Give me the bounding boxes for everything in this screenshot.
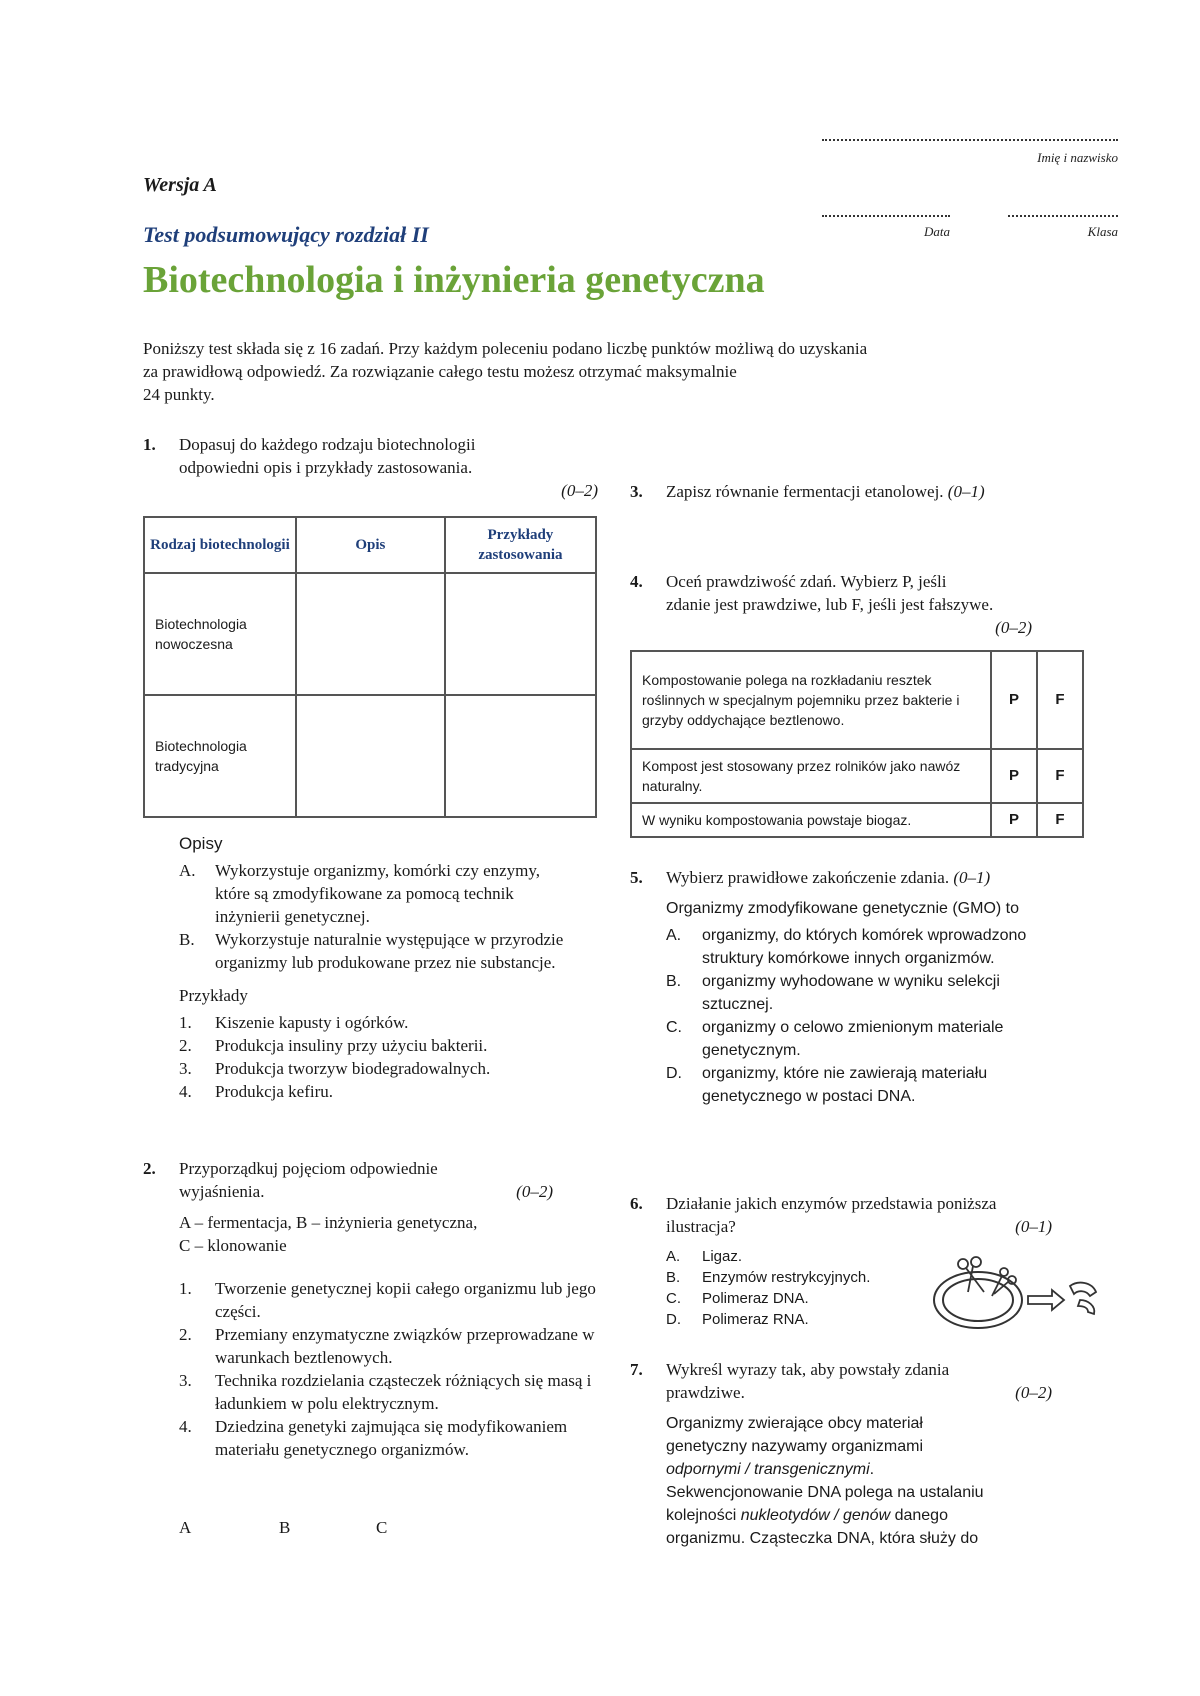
item-label: 3. — [179, 1371, 192, 1390]
class-label: Klasa — [1087, 224, 1118, 239]
statement: Kompostowanie polega na rozkładaniu resztek roślinnych w specjalnym pojemniku przez bakterie i grzyby oddychające beztlenowo. — [631, 651, 991, 749]
item-label: B. — [179, 930, 195, 949]
true-option[interactable]: P — [991, 749, 1037, 803]
item-label: 1. — [179, 1013, 192, 1032]
list-item — [179, 1323, 599, 1369]
col-header-type: Rodzaj biotechnologii — [144, 517, 296, 573]
option-label: A. — [666, 927, 682, 944]
sentence-text: . — [869, 1461, 875, 1478]
test-subtitle: Test podsumowujący rozdział II — [143, 222, 429, 247]
option-label: C. — [666, 1290, 681, 1307]
true-option[interactable]: P — [991, 651, 1037, 749]
item-text: Produkcja tworzyw biodegradowalnych. — [215, 1059, 491, 1078]
item-text: Produkcja kefiru. — [215, 1082, 334, 1101]
item-label: 2. — [179, 1325, 192, 1344]
item-text: Wykorzystuje naturalnie występujące w przyrodzie organizmy lub produkowane przez nie substancje. — [215, 930, 564, 972]
question-text: Dopasuj do każdego rodzaju biotechnologii — [179, 435, 476, 454]
question-text: Zapisz równanie fermentacji etanolowej. — [666, 482, 944, 501]
question-number: 5. — [630, 868, 643, 887]
option-text: Enzymów restrykcyjnych. — [702, 1269, 871, 1286]
question-number: 2. — [143, 1159, 156, 1178]
question-number: 6. — [630, 1194, 643, 1213]
date-line[interactable] — [822, 215, 950, 217]
col-header-description: Opis — [296, 517, 445, 573]
item-text: Produkcja insuliny przy użyciu bakterii. — [215, 1036, 488, 1055]
question-number: 3. — [630, 482, 643, 501]
sentence-text: genetyczny nazywamy organizmami — [666, 1438, 923, 1455]
col-header-examples: Przykłady zastosowania — [445, 517, 596, 573]
answer-cell[interactable] — [296, 573, 445, 695]
item-text: Technika rozdzielania cząsteczek różniących się masą i ładunkiem w polu elektrycznym. — [215, 1371, 592, 1413]
list-item — [179, 1057, 579, 1080]
item-label: 4. — [179, 1082, 192, 1101]
q1-descriptions — [179, 832, 579, 1103]
sentence-text: organizmu. Cząsteczka DNA, która służy do — [666, 1530, 979, 1547]
choice-words[interactable]: odpornymi / transgenicznymi — [666, 1461, 870, 1478]
q1-table — [143, 516, 597, 818]
points: (0–2) — [1015, 1383, 1052, 1402]
false-option[interactable]: F — [1037, 803, 1083, 837]
question-stem: Organizmy zmodyfikowane genetycznie (GMO) to — [666, 900, 1020, 917]
item-label: A. — [179, 861, 196, 880]
intro-line: Poniższy test składa się z 16 zadań. Przy każdym poleceniu podano liczbę punktów możliwą do uzyskania — [143, 339, 868, 358]
option-text: organizmy, do których komórek wprowadzono struktury komórkowe innych organizmów. — [702, 927, 1027, 967]
list-item — [179, 1080, 579, 1103]
item-text: Dziedzina genetyki zajmująca się modyfikowaniem materiału genetycznego organizmów. — [215, 1417, 568, 1459]
question-text: Przyporządkuj pojęciom odpowiednie — [179, 1159, 438, 1178]
question-3 — [630, 480, 1090, 503]
name-label: Imię i nazwisko — [1037, 150, 1118, 165]
sentence-text: Organizmy zwierające obcy materiał — [666, 1415, 923, 1432]
question-text: Wybierz prawidłowe zakończenie zdania. — [666, 868, 950, 887]
statement: W wyniku kompostowania powstaje biogaz. — [631, 803, 991, 837]
question-7 — [630, 1358, 1060, 1550]
scissors-icon — [958, 1257, 1016, 1296]
false-option[interactable]: F — [1037, 749, 1083, 803]
points: (0–2) — [516, 1182, 553, 1201]
question-number: 7. — [630, 1360, 643, 1379]
option-text: Ligaz. — [702, 1248, 743, 1265]
concepts-text: A – fermentacja, B – inżynieria genetyczna, — [179, 1213, 478, 1232]
answer-cell[interactable] — [445, 573, 596, 695]
question-2 — [143, 1157, 553, 1257]
answer-label-a[interactable]: A — [179, 1518, 192, 1537]
question-text: Wykreśl wyrazy tak, aby powstały zdania — [666, 1360, 950, 1379]
question-text: ilustracja? — [666, 1217, 736, 1236]
question-1 — [143, 433, 598, 502]
concepts-text: C – klonowanie — [179, 1236, 287, 1255]
option-text: Polimeraz DNA. — [702, 1290, 809, 1307]
option-text: Polimeraz RNA. — [702, 1311, 809, 1328]
question-text: Działanie jakich enzymów przedstawia poniższa — [666, 1194, 997, 1213]
list-item — [179, 859, 579, 928]
points: (0–2) — [995, 618, 1032, 637]
q4-table — [630, 650, 1084, 838]
points: (0–1) — [953, 868, 991, 887]
intro-line: za prawidłową odpowiedź. Za rozwiązanie całego testu możesz otrzymać maksymalnie — [143, 362, 737, 381]
item-label: 2. — [179, 1036, 192, 1055]
choice-words[interactable]: nukleotydów / genów — [740, 1507, 891, 1524]
answer-cell[interactable] — [296, 695, 445, 817]
intro-text — [143, 337, 1023, 406]
item-text: Kiszenie kapusty i ogórków. — [215, 1013, 409, 1032]
q2-items — [179, 1277, 599, 1461]
option-label: B. — [666, 1269, 681, 1286]
answer-option[interactable] — [666, 970, 1066, 1016]
page-title: Biotechnologia i inżynieria genetyczna — [143, 259, 765, 301]
sentence-text: danego — [890, 1507, 948, 1524]
points: (0–1) — [1015, 1217, 1052, 1236]
descriptions-heading: Opisy — [179, 834, 223, 853]
option-label: D. — [666, 1311, 681, 1328]
list-item — [179, 1277, 599, 1323]
sentence-text: kolejności — [666, 1507, 741, 1524]
list-item — [179, 928, 579, 974]
question-text: prawdziwe. — [666, 1383, 745, 1402]
points: (0–2) — [561, 481, 598, 500]
false-option[interactable]: F — [1037, 651, 1083, 749]
list-item — [179, 1034, 579, 1057]
date-label: Data — [924, 224, 950, 239]
option-label: B. — [666, 973, 682, 990]
true-option[interactable]: P — [991, 803, 1037, 837]
option-label: C. — [666, 1019, 682, 1036]
option-text: organizmy, które nie zawierają materiału genetycznego w postaci DNA. — [702, 1065, 988, 1105]
question-text: wyjaśnienia. — [179, 1182, 265, 1201]
option-label: D. — [666, 1065, 682, 1082]
question-number: 1. — [143, 435, 156, 454]
question-text: odpowiedni opis i przykłady zastosowania. — [179, 458, 473, 477]
answer-label-c[interactable]: C — [376, 1518, 388, 1537]
row-label-modern: Biotechnologia nowoczesna — [144, 573, 296, 695]
question-number: 4. — [630, 572, 643, 591]
item-label: 1. — [179, 1279, 192, 1298]
option-label: A. — [666, 1248, 681, 1265]
row-label-traditional: Biotechnologia tradycyjna — [144, 695, 296, 817]
item-text: Przemiany enzymatyczne związków przeprowadzane w warunkach beztlenowych. — [215, 1325, 595, 1367]
list-item — [179, 1369, 599, 1415]
question-text: zdanie jest prawdziwe, lub F, jeśli jest fałszywe. — [666, 595, 994, 614]
item-label: 3. — [179, 1059, 192, 1078]
version-label: Wersja A — [143, 174, 217, 196]
item-label: 4. — [179, 1417, 192, 1436]
arrow-icon — [1028, 1290, 1064, 1310]
option-text: organizmy o celowo zmienionym materiale genetycznym. — [702, 1019, 1004, 1059]
question-5 — [630, 866, 1090, 1108]
answer-option[interactable] — [666, 924, 1066, 970]
list-item — [179, 1415, 599, 1461]
question-4 — [630, 570, 1032, 639]
list-item — [179, 1011, 579, 1034]
examples-heading: Przykłady — [179, 986, 248, 1005]
item-text: Wykorzystuje organizmy, komórki czy enzymy, które są zmodyfikowane za pomocą technik inżynierii genetycznej. — [215, 861, 541, 926]
answer-option[interactable] — [666, 1016, 1066, 1062]
item-text: Tworzenie genetycznej kopii całego organizmu lub jego części. — [215, 1279, 596, 1321]
dna-fragments-icon — [1070, 1283, 1096, 1314]
answer-cell[interactable] — [445, 695, 596, 817]
name-line[interactable] — [822, 139, 1118, 141]
question-text: Oceń prawdziwość zdań. Wybierz P, jeśli — [666, 572, 947, 591]
answer-option[interactable] — [666, 1062, 1066, 1108]
answer-label-b[interactable]: B — [279, 1518, 291, 1537]
intro-line: 24 punkty. — [143, 385, 215, 404]
restriction-enzyme-illustration — [928, 1250, 1100, 1340]
points: (0–1) — [947, 482, 985, 501]
sentence-text: Sekwencjonowanie DNA polega na ustalaniu — [666, 1484, 984, 1501]
statement: Kompost jest stosowany przez rolników jako nawóz naturalny. — [631, 749, 991, 803]
class-line[interactable] — [1008, 215, 1118, 217]
option-text: organizmy wyhodowane w wyniku selekcji sztucznej. — [702, 973, 1000, 1013]
